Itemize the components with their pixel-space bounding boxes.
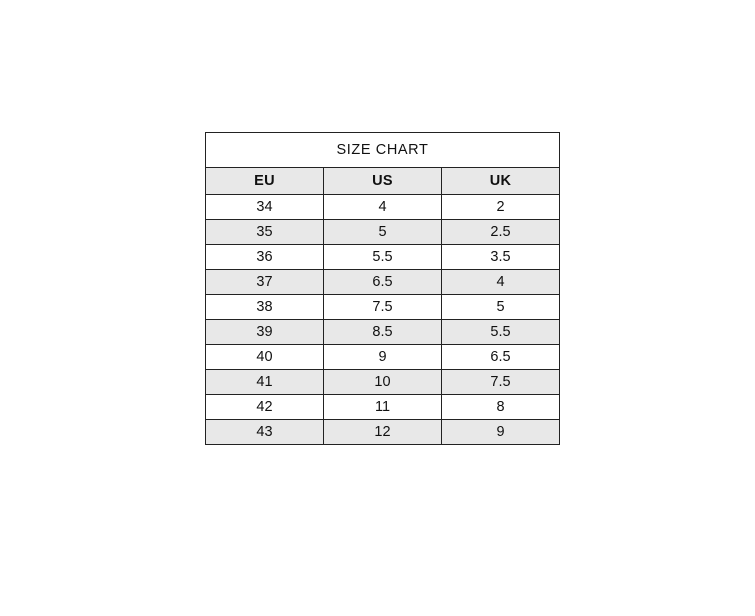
cell-us: 5 — [324, 220, 442, 245]
cell-us: 8.5 — [324, 320, 442, 345]
size-chart-body — [206, 133, 560, 445]
column-header-eu: EU — [206, 168, 324, 195]
column-header-us: US — [324, 168, 442, 195]
table-row — [206, 420, 560, 445]
page-title: SIZE CHART — [206, 133, 560, 168]
cell-uk: 5.5 — [442, 320, 560, 345]
size-chart-container — [205, 132, 560, 445]
cell-eu: 42 — [206, 395, 324, 420]
title-row — [206, 133, 560, 168]
cell-us: 11 — [324, 395, 442, 420]
cell-eu: 43 — [206, 420, 324, 445]
cell-eu: 34 — [206, 195, 324, 220]
table-row — [206, 370, 560, 395]
size-chart-table — [205, 132, 560, 445]
table-row — [206, 345, 560, 370]
table-row — [206, 295, 560, 320]
cell-uk: 2.5 — [442, 220, 560, 245]
table-row — [206, 220, 560, 245]
header-row — [206, 168, 560, 195]
table-row — [206, 320, 560, 345]
cell-eu: 38 — [206, 295, 324, 320]
column-header-uk: UK — [442, 168, 560, 195]
table-row — [206, 195, 560, 220]
table-row — [206, 270, 560, 295]
table-row — [206, 245, 560, 270]
cell-uk: 8 — [442, 395, 560, 420]
cell-uk: 4 — [442, 270, 560, 295]
cell-us: 9 — [324, 345, 442, 370]
cell-us: 7.5 — [324, 295, 442, 320]
cell-eu: 35 — [206, 220, 324, 245]
cell-eu: 39 — [206, 320, 324, 345]
cell-us: 4 — [324, 195, 442, 220]
cell-uk: 5 — [442, 295, 560, 320]
cell-eu: 41 — [206, 370, 324, 395]
cell-uk: 3.5 — [442, 245, 560, 270]
cell-us: 12 — [324, 420, 442, 445]
cell-eu: 37 — [206, 270, 324, 295]
cell-us: 6.5 — [324, 270, 442, 295]
cell-uk: 6.5 — [442, 345, 560, 370]
cell-eu: 40 — [206, 345, 324, 370]
cell-uk: 7.5 — [442, 370, 560, 395]
cell-eu: 36 — [206, 245, 324, 270]
cell-us: 5.5 — [324, 245, 442, 270]
cell-us: 10 — [324, 370, 442, 395]
table-row — [206, 395, 560, 420]
cell-uk: 9 — [442, 420, 560, 445]
cell-uk: 2 — [442, 195, 560, 220]
